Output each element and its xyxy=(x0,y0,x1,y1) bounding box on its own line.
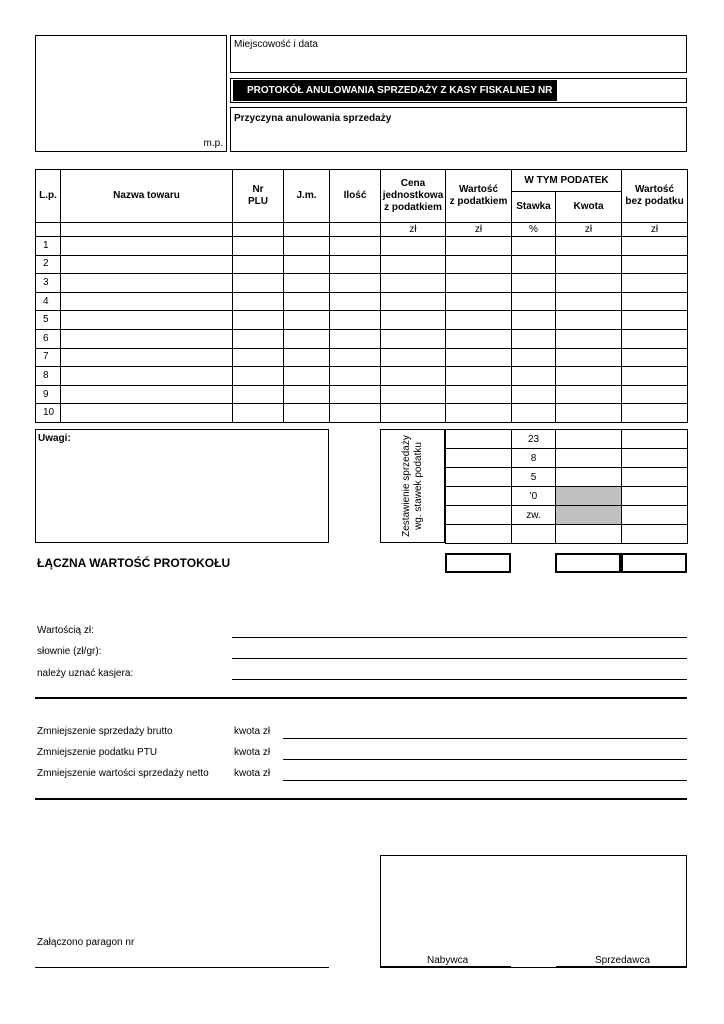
unit-cell xyxy=(330,223,381,237)
reduction-gross-amount-label: kwota zł xyxy=(234,726,271,737)
summary-net-cell[interactable] xyxy=(622,430,688,449)
reduction-net-line[interactable] xyxy=(283,780,687,781)
summary-gross-cell[interactable] xyxy=(446,487,512,506)
summary-row xyxy=(446,430,688,449)
table-row xyxy=(36,404,688,423)
value-net-cell[interactable] xyxy=(622,329,688,348)
plu-cell[interactable] xyxy=(233,237,284,256)
amount-cell[interactable] xyxy=(556,348,622,367)
row-number: 9 xyxy=(36,385,61,404)
plu-cell[interactable] xyxy=(233,367,284,386)
rate-cell[interactable] xyxy=(512,329,556,348)
value-net-cell[interactable] xyxy=(622,292,688,311)
name-cell[interactable] xyxy=(61,274,233,293)
amount-cell[interactable] xyxy=(556,311,622,330)
summary-vertical-label xyxy=(401,431,425,541)
rate-cell[interactable] xyxy=(512,237,556,256)
value-net-cell[interactable] xyxy=(622,311,688,330)
plu-cell[interactable] xyxy=(233,404,284,423)
header-rate: Stawka xyxy=(512,192,556,223)
header-value-gross-line2: z podatkiem xyxy=(449,196,508,207)
summary-row xyxy=(446,525,688,544)
unit-price-cell[interactable] xyxy=(381,385,446,404)
unit-cell xyxy=(61,223,233,237)
header-value-net-line2: bez podatku xyxy=(625,196,684,207)
header-name: Nazwa towaru xyxy=(61,170,233,223)
summary-row xyxy=(446,468,688,487)
header-amount: Kwota xyxy=(556,192,622,223)
items-table xyxy=(35,169,688,423)
seller-signature-line xyxy=(556,966,686,967)
qty-cell[interactable] xyxy=(330,329,381,348)
signature-box[interactable] xyxy=(380,855,687,968)
header-unit-price-line1: Cena xyxy=(400,178,426,189)
summary-tax-cell[interactable] xyxy=(556,468,622,487)
table-row xyxy=(36,311,688,330)
seller-label: Sprzedawca xyxy=(595,955,651,966)
summary-row xyxy=(446,506,688,525)
table-row xyxy=(36,255,688,274)
value-net-cell[interactable] xyxy=(622,255,688,274)
summary-tax-cell xyxy=(556,506,622,525)
unit-price-cell[interactable] xyxy=(381,292,446,311)
summary-vertical-line2: wg. stawek podatku xyxy=(412,442,424,530)
summary-net-cell[interactable] xyxy=(622,449,688,468)
title-banner xyxy=(233,80,557,101)
row-number: 4 xyxy=(36,292,61,311)
amount-cell[interactable] xyxy=(556,274,622,293)
summary-tax-cell[interactable] xyxy=(556,430,622,449)
row-number: 5 xyxy=(36,311,61,330)
stamp-box xyxy=(35,35,227,152)
table-row xyxy=(36,348,688,367)
plu-cell[interactable] xyxy=(233,311,284,330)
table-row xyxy=(36,292,688,311)
stamp-label: m.p. xyxy=(203,138,223,149)
rate-cell[interactable] xyxy=(512,404,556,423)
header-plu-line1: Nr xyxy=(252,184,264,195)
summary-rows xyxy=(446,430,688,544)
rate-cell[interactable] xyxy=(512,367,556,386)
qty-cell[interactable] xyxy=(330,274,381,293)
place-date-label: Miejscowość i data xyxy=(234,39,318,50)
qty-cell[interactable] xyxy=(330,311,381,330)
summary-rate-cell: '0 xyxy=(512,487,556,506)
table-row xyxy=(36,385,688,404)
name-cell[interactable] xyxy=(61,404,233,423)
value-net-cell[interactable] xyxy=(622,385,688,404)
header-plu xyxy=(233,170,284,223)
section-divider xyxy=(35,697,687,699)
qty-cell[interactable] xyxy=(330,404,381,423)
header-plu-line2: PLU xyxy=(248,196,268,207)
summary-gross-cell[interactable] xyxy=(446,468,512,487)
summary-net-cell[interactable] xyxy=(622,487,688,506)
row-number: 7 xyxy=(36,348,61,367)
value-label: Wartością zł: xyxy=(37,625,94,636)
summary-net-cell[interactable] xyxy=(622,506,688,525)
qty-cell[interactable] xyxy=(330,255,381,274)
total-label: ŁĄCZNA WARTOŚĆ PROTOKOŁU xyxy=(37,556,231,570)
summary-gross-cell[interactable] xyxy=(446,430,512,449)
qty-cell[interactable] xyxy=(330,237,381,256)
value-gross-cell[interactable] xyxy=(446,274,512,293)
value-gross-cell[interactable] xyxy=(446,404,512,423)
buyer-label: Nabywca xyxy=(427,955,469,966)
qty-cell[interactable] xyxy=(330,385,381,404)
header-unit-price-line3: z podatkiem xyxy=(384,202,442,213)
header-unit-price xyxy=(381,170,446,223)
unit-cell[interactable] xyxy=(284,348,330,367)
summary-tax-cell xyxy=(556,487,622,506)
row-number: 3 xyxy=(36,274,61,293)
unit-value-net: zł xyxy=(622,223,688,237)
notes-field[interactable] xyxy=(35,429,329,543)
receipt-label: Załączono paragon nr xyxy=(37,937,135,948)
unit-price-cell[interactable] xyxy=(381,237,446,256)
row-number: 10 xyxy=(36,404,61,423)
unit-price-cell[interactable] xyxy=(381,255,446,274)
value-gross-cell[interactable] xyxy=(446,385,512,404)
unit-price-cell[interactable] xyxy=(381,274,446,293)
summary-tax-cell[interactable] xyxy=(556,525,622,544)
amount-cell[interactable] xyxy=(556,385,622,404)
form-title: PROTOKÓŁ ANULOWANIA SPRZEDAŻY Z KASY FISKALNEJ NR xyxy=(247,85,553,96)
summary-net-cell[interactable] xyxy=(622,468,688,487)
unit-cell[interactable] xyxy=(284,237,330,256)
amount-cell[interactable] xyxy=(556,255,622,274)
table-row xyxy=(36,367,688,386)
unit-cell[interactable] xyxy=(284,255,330,274)
name-cell[interactable] xyxy=(61,329,233,348)
unit-price-cell[interactable] xyxy=(381,404,446,423)
name-cell[interactable] xyxy=(61,385,233,404)
table-row xyxy=(36,329,688,348)
unit-price-cell[interactable] xyxy=(381,311,446,330)
name-cell[interactable] xyxy=(61,255,233,274)
value-gross-cell[interactable] xyxy=(446,311,512,330)
summary-rate-cell: zw. xyxy=(512,506,556,525)
unit-value-gross: zł xyxy=(446,223,512,237)
rate-cell[interactable] xyxy=(512,348,556,367)
reduction-vat-amount-label: kwota zł xyxy=(234,747,271,758)
reduction-gross-line[interactable] xyxy=(283,738,687,739)
qty-cell[interactable] xyxy=(330,292,381,311)
value-gross-cell[interactable] xyxy=(446,255,512,274)
summary-tax-cell[interactable] xyxy=(556,449,622,468)
total-tax-field[interactable] xyxy=(555,553,621,573)
plu-cell[interactable] xyxy=(233,292,284,311)
unit-cell[interactable] xyxy=(284,292,330,311)
name-cell[interactable] xyxy=(61,311,233,330)
unit-cell[interactable] xyxy=(284,274,330,293)
header-tax-group: W TYM PODATEK xyxy=(512,170,622,192)
summary-gross-cell[interactable] xyxy=(446,449,512,468)
value-net-cell[interactable] xyxy=(622,348,688,367)
amount-cell[interactable] xyxy=(556,367,622,386)
reason-label: Przyczyna anulowania sprzedaży xyxy=(234,113,392,124)
amount-cell[interactable] xyxy=(556,329,622,348)
reduction-net-amount-label: kwota zł xyxy=(234,768,271,779)
unit-rate: % xyxy=(512,223,556,237)
row-number: 2 xyxy=(36,255,61,274)
value-gross-cell[interactable] xyxy=(446,292,512,311)
unit-cell[interactable] xyxy=(284,385,330,404)
unit-price-cell[interactable] xyxy=(381,367,446,386)
name-cell[interactable] xyxy=(61,367,233,386)
summary-rate-cell: 5 xyxy=(512,468,556,487)
row-number: 8 xyxy=(36,367,61,386)
unit-cell xyxy=(233,223,284,237)
words-label: słownie (zł/gr): xyxy=(37,646,102,657)
total-gross-field[interactable] xyxy=(445,553,511,573)
row-number: 6 xyxy=(36,329,61,348)
summary-rate-cell: 8 xyxy=(512,449,556,468)
plu-cell[interactable] xyxy=(233,348,284,367)
header-value-net xyxy=(622,170,688,223)
reduction-vat-label: Zmniejszenie podatku PTU xyxy=(37,747,158,758)
amount-cell[interactable] xyxy=(556,237,622,256)
rate-cell[interactable] xyxy=(512,274,556,293)
table-row xyxy=(36,274,688,293)
unit-cell xyxy=(284,223,330,237)
header-value-gross-line1: Wartość xyxy=(458,184,499,195)
summary-gross-cell[interactable] xyxy=(446,506,512,525)
summary-net-cell[interactable] xyxy=(622,525,688,544)
plu-cell[interactable] xyxy=(233,255,284,274)
unit-price-cell[interactable] xyxy=(381,348,446,367)
cashier-label: należy uznać kasjera: xyxy=(37,668,134,679)
rate-cell[interactable] xyxy=(512,255,556,274)
reduction-net-label: Zmniejszenie wartości sprzedaży netto xyxy=(37,768,209,779)
plu-cell[interactable] xyxy=(233,274,284,293)
header-value-gross xyxy=(446,170,512,223)
value-line[interactable] xyxy=(232,637,687,638)
place-date-field[interactable] xyxy=(230,35,687,73)
value-gross-cell[interactable] xyxy=(446,329,512,348)
unit-unit-price: zł xyxy=(381,223,446,237)
summary-vertical-line1: Zestawienie sprzedaży xyxy=(400,435,412,537)
reason-field[interactable] xyxy=(230,107,687,152)
header-qty: Ilość xyxy=(330,170,381,223)
unit-cell[interactable] xyxy=(284,404,330,423)
unit-cell[interactable] xyxy=(284,367,330,386)
qty-cell[interactable] xyxy=(330,348,381,367)
table-row xyxy=(36,237,688,256)
plu-cell[interactable] xyxy=(233,329,284,348)
unit-cell[interactable] xyxy=(284,329,330,348)
value-net-cell[interactable] xyxy=(622,367,688,386)
value-net-cell[interactable] xyxy=(622,404,688,423)
value-gross-cell[interactable] xyxy=(446,348,512,367)
row-number: 1 xyxy=(36,237,61,256)
header-unit-price-line2: jednostkowa xyxy=(382,190,444,201)
header-unit: J.m. xyxy=(284,170,330,223)
name-cell[interactable] xyxy=(61,237,233,256)
plu-cell[interactable] xyxy=(233,385,284,404)
reduction-gross-label: Zmniejszenie sprzedaży brutto xyxy=(37,726,173,737)
notes-label: Uwagi: xyxy=(38,433,71,444)
unit-cell[interactable] xyxy=(284,311,330,330)
value-net-cell[interactable] xyxy=(622,274,688,293)
header-value-net-line1: Wartość xyxy=(634,184,675,195)
cashier-line[interactable] xyxy=(232,679,687,680)
section-divider-2 xyxy=(35,798,687,800)
unit-cell xyxy=(36,223,61,237)
amount-cell[interactable] xyxy=(556,404,622,423)
unit-price-cell[interactable] xyxy=(381,329,446,348)
register-number-field[interactable] xyxy=(557,79,686,102)
amount-cell[interactable] xyxy=(556,292,622,311)
reduction-vat-line[interactable] xyxy=(283,759,687,760)
value-net-cell[interactable] xyxy=(622,237,688,256)
title-bar xyxy=(230,78,687,103)
item-rows xyxy=(36,237,688,423)
rate-cell[interactable] xyxy=(512,292,556,311)
summary-gross-cell[interactable] xyxy=(446,525,512,544)
value-gross-cell[interactable] xyxy=(446,237,512,256)
qty-cell[interactable] xyxy=(330,367,381,386)
summary-rate-cell: 23 xyxy=(512,430,556,449)
receipt-line[interactable] xyxy=(35,967,329,968)
summary-row xyxy=(446,487,688,506)
header-lp: L.p. xyxy=(36,170,61,223)
name-cell[interactable] xyxy=(61,348,233,367)
summary-label-box xyxy=(380,429,445,543)
words-line[interactable] xyxy=(232,658,687,659)
unit-amount: zł xyxy=(556,223,622,237)
name-cell[interactable] xyxy=(61,292,233,311)
summary-table xyxy=(445,429,688,544)
summary-rate-cell xyxy=(512,525,556,544)
rate-cell[interactable] xyxy=(512,385,556,404)
buyer-signature-line xyxy=(381,966,511,967)
total-net-field[interactable] xyxy=(621,553,687,573)
rate-cell[interactable] xyxy=(512,311,556,330)
value-gross-cell[interactable] xyxy=(446,367,512,386)
summary-row xyxy=(446,449,688,468)
